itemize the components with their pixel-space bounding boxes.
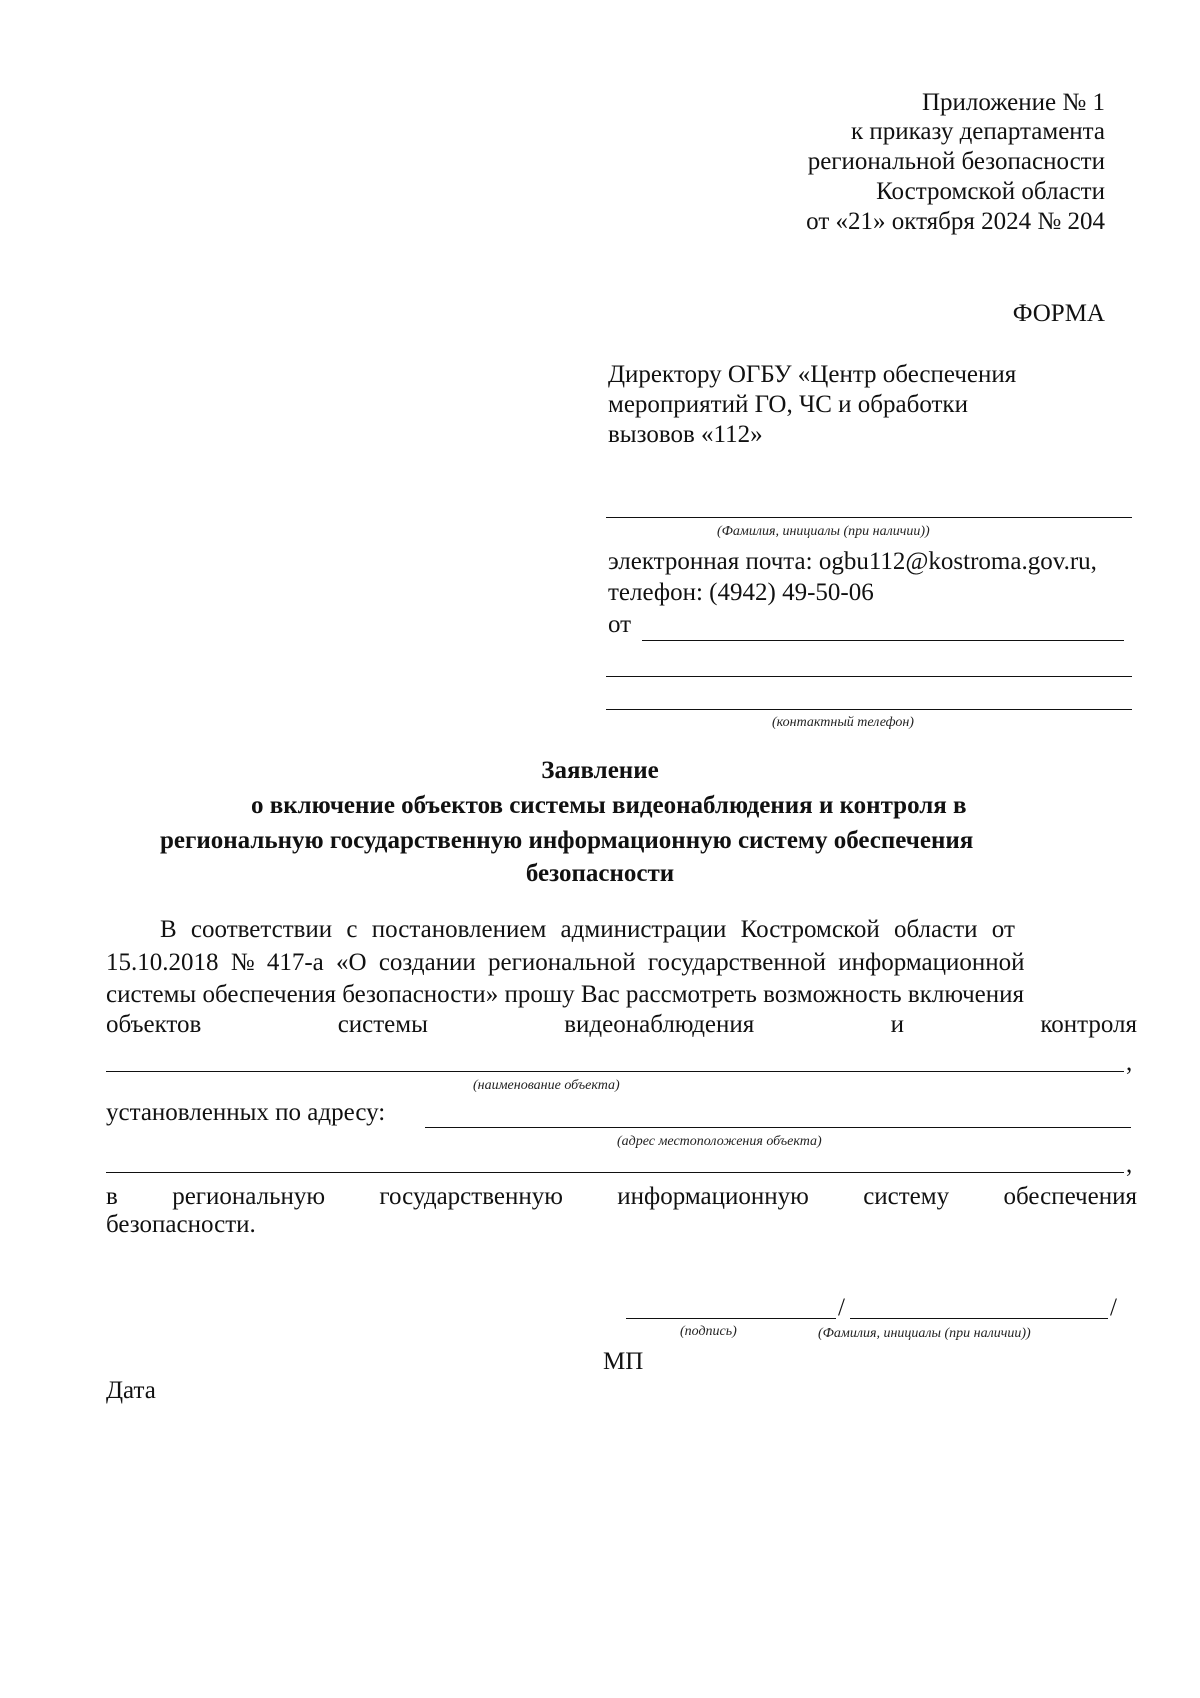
body-line-1-text: В соответствии с постановлением администрации Костромской области от <box>160 916 1015 943</box>
final-word-2: региональную <box>172 1183 326 1210</box>
signature-slash-2: / <box>1110 1294 1117 1321</box>
addressee-line-1: Директору ОГБУ «Центр обеспечения <box>608 361 1017 388</box>
body-line-3: системы обеспечения безопасности» прошу Вас рассмотреть возможность включения <box>106 981 1024 1008</box>
final-line-1 <box>106 1182 1137 1212</box>
from-label: от <box>608 611 632 638</box>
appendix-line-1: Приложение № 1 <box>921 89 1105 116</box>
appendix-line-5: от «21» октября 2024 № 204 <box>806 208 1105 235</box>
from-field-line-1 <box>642 640 1124 641</box>
object-name-line <box>106 1071 1124 1072</box>
body-line-4-word-2: системы <box>337 1011 428 1038</box>
final-word-3: государственную <box>379 1183 563 1210</box>
contact-phone-line <box>606 709 1132 710</box>
final-word-6: обеспечения <box>1003 1183 1137 1210</box>
body-line-4-word-3: видеонаблюдения <box>564 1011 755 1038</box>
signature-slash-1: / <box>838 1294 845 1321</box>
address-comma: , <box>1126 1151 1133 1178</box>
form-label: ФОРМА <box>1012 300 1105 327</box>
addressee-line-3: вызовов «112» <box>608 421 763 448</box>
appendix-line-3: региональной безопасности <box>807 148 1105 175</box>
body-line-2: 15.10.2018 № 417-а «О создании региональной государственной информационной <box>106 949 1025 976</box>
signature-line <box>626 1318 836 1319</box>
date-label: Дата <box>106 1377 156 1404</box>
body-line-4-word-5: контроля <box>1040 1011 1137 1038</box>
title-line-4: безопасности <box>525 860 675 887</box>
address-line-2 <box>106 1172 1124 1173</box>
address-line-1 <box>425 1127 1131 1128</box>
address-hint: (адрес местоположения объекта) <box>617 1134 822 1149</box>
body-line-4 <box>106 1010 1137 1040</box>
final-word-1: в <box>106 1183 118 1210</box>
phone-line: телефон: (4942) 49-50-06 <box>608 579 874 606</box>
object-comma: , <box>1126 1049 1133 1076</box>
title-line-2: о включение объектов системы видеонаблюдения и контроля в <box>251 792 967 819</box>
body-line-4-word-4: и <box>890 1011 905 1038</box>
body-line-4-word-1: объектов <box>106 1011 202 1038</box>
body-line-1 <box>160 915 1137 945</box>
stamp-label: МП <box>603 1348 644 1375</box>
title-line-1: Заявление <box>541 757 659 784</box>
appendix-line-2: к приказу департамента <box>850 118 1105 145</box>
title-line-3: региональную государственную информационную систему обеспечения <box>160 827 974 854</box>
director-name-line <box>606 517 1132 518</box>
appendix-line-4: Костромской области <box>876 178 1105 205</box>
signer-name-hint: (Фамилия, инициалы (при наличии)) <box>818 1326 1031 1341</box>
address-label: установленных по адресу: <box>106 1099 386 1126</box>
signer-name-line <box>850 1318 1108 1319</box>
addressee-line-2: мероприятий ГО, ЧС и обработки <box>608 391 968 418</box>
final-word-4: информационную <box>617 1183 809 1210</box>
director-name-hint: (Фамилия, инициалы (при наличии)) <box>717 524 930 539</box>
contact-phone-hint: (контактный телефон) <box>772 715 914 730</box>
final-line-2: безопасности. <box>106 1211 256 1238</box>
final-word-5: систему <box>863 1183 950 1210</box>
from-field-line-2 <box>606 676 1132 677</box>
object-name-hint: (наименование объекта) <box>473 1078 620 1093</box>
email-line: электронная почта: ogbu112@kostroma.gov.ru, <box>608 548 1097 575</box>
signature-hint: (подпись) <box>680 1324 737 1339</box>
